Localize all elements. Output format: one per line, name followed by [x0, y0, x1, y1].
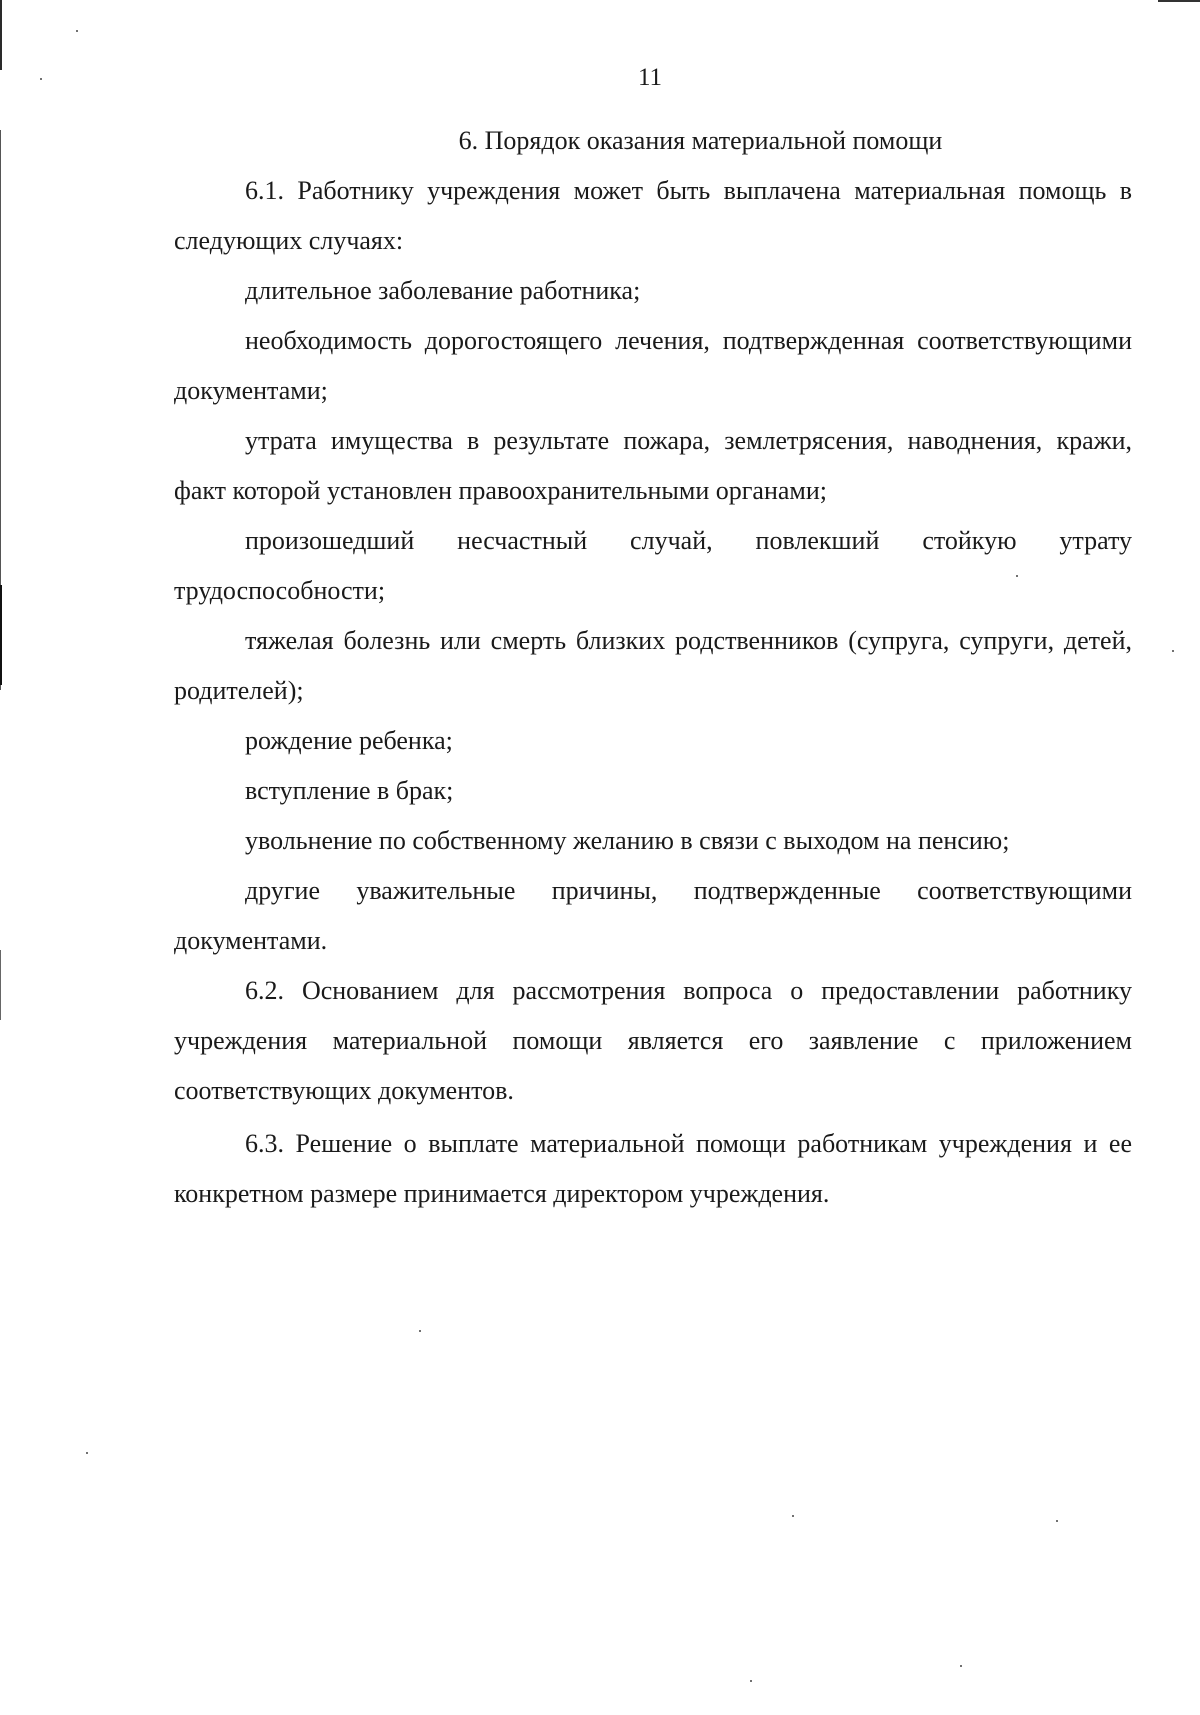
scan-speck: [1056, 1520, 1058, 1522]
scan-edge-artifact: [0, 0, 2, 70]
paragraph-6-2: 6.2. Основанием для рассмотрения вопроса о предоставлении работнику учреждения материальной помощи является его заявление с приложением соответствующих документов.: [174, 976, 1132, 1105]
scan-speck: [750, 1680, 752, 1682]
section-title: 6. Порядок оказания материальной помощи: [458, 126, 943, 155]
scan-speck: [86, 1452, 88, 1454]
list-item-expensive-treatment: необходимость дорогостоящего лечения, подтвержденная соответствующими документами;: [174, 326, 1132, 405]
list-item-illness: длительное заболевание работника;: [245, 276, 641, 305]
scan-speck: [792, 1515, 794, 1517]
scan-corner-artifact: [1158, 0, 1200, 2]
list-item-relatives: тяжелая болезнь или смерть близких родственников (супруга, супруги, детей, родителей);: [174, 626, 1132, 705]
list-item-childbirth: рождение ребенка;: [245, 726, 453, 755]
list-item-accident: произошедший несчастный случай, повлекший стойкую утрату трудоспособности;: [174, 526, 1132, 605]
list-item-other-reasons: другие уважительные причины, подтвержденные соответствующими документами.: [174, 876, 1132, 955]
scan-speck: [76, 30, 78, 32]
paragraph-6-1: 6.1. Работнику учреждения может быть выплачена материальная помощь в следующих случаях:: [174, 176, 1132, 255]
list-item-marriage: вступление в брак;: [245, 776, 454, 805]
list-item-property-loss: утрата имущества в результате пожара, землетрясения, наводнения, кражи, факт которой установлен правоохранительными органами;: [174, 426, 1132, 505]
scan-edge-artifact: [0, 585, 2, 685]
scan-speck: [960, 1665, 962, 1667]
page-number: 11: [637, 64, 663, 91]
list-item-retirement: увольнение по собственному желанию в связи с выходом на пенсию;: [245, 826, 1010, 855]
scan-edge-artifact: [0, 950, 1, 1020]
paragraph-6-3: 6.3. Решение о выплате материальной помощи работникам учреждения и ее конкретном размере принимается директором учреждения.: [174, 1129, 1132, 1208]
document-body: [174, 116, 1132, 1219]
scan-speck: [419, 1330, 421, 1332]
scan-speck: [1172, 650, 1174, 652]
